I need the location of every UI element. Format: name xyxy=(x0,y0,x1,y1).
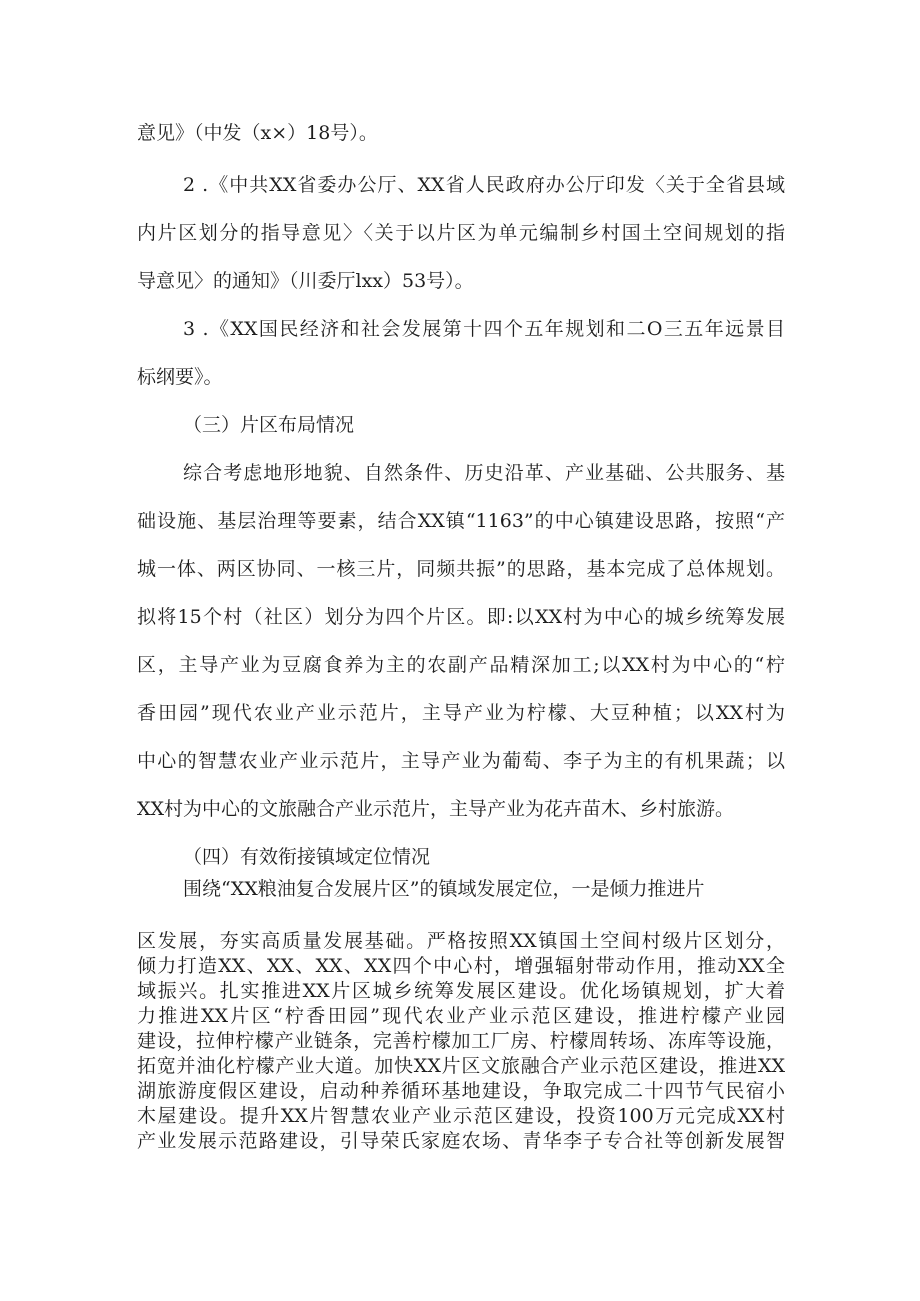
text-line: 内片区划分的指导意见〉〈关于以片区为单元编制乡村国土空间规划的指 xyxy=(137,222,785,244)
text-line: 湖旅游度假区建设，启动种养循环基地建设，争取完成二十四节气民宿小 xyxy=(137,1080,785,1102)
text-line: 建设，拉伸柠檬产业链条，完善柠檬加工厂房、柠檬周转场、冻库等设施， xyxy=(137,1030,785,1052)
text-line: 城一体、两区协同、一核三片，同频共振”的思路，基本完成了总体规划。 xyxy=(137,558,785,580)
text-line: 意见》（中发（x×）18号）。 xyxy=(137,122,378,144)
text-line: 区发展，夯实高质量发展基础。严格按照XX镇国土空间村级片区划分， xyxy=(137,930,785,952)
text-line: 拟将15个村（社区）划分为四个片区。即:以XX村为中心的城乡统筹发展 xyxy=(137,606,785,628)
text-line: 围绕“XX粮油复合发展片区”的镇域发展定位，一是倾力推进片 xyxy=(183,878,705,900)
text-line: 倾力打造XX、XX、XX、XX四个中心村，增强辐射带动作用，推动XX全 xyxy=(137,955,785,977)
text-line: 产业发展示范路建设，引导荣氏家庭农场、青华李子专合社等创新发展智 xyxy=(137,1130,785,1152)
text-line: 综合考虑地形地貌、自然条件、历史沿革、产业基础、公共服务、基 xyxy=(183,462,785,484)
text-line: 中心的智慧农业产业示范片，主导产业为葡萄、李子为主的有机果蔬；以 xyxy=(137,750,785,772)
list-item-3: 3 .《XX国民经济和社会发展第十四个五年规划和二O三五年远景目 xyxy=(183,318,785,340)
text-line: 域振兴。扎实推进XX片区城乡统筹发展区建设。优化场镇规划，扩大着 xyxy=(137,980,785,1002)
section-heading-4: （四）有效衔接镇域定位情况 xyxy=(183,846,431,868)
text-line: XX村为中心的文旅融合产业示范片，主导产业为花卉苗木、乡村旅游。 xyxy=(137,798,735,820)
text-line: 香田园”现代农业产业示范片，主导产业为柠檬、大豆种植；以XX村为 xyxy=(137,702,785,724)
text-line: 力推进XX片区“柠香田园”现代农业产业示范区建设，推进柠檬产业园 xyxy=(137,1005,785,1027)
text-line: 区，主导产业为豆腐食养为主的农副产品精深加工;以XX村为中心的“柠 xyxy=(137,654,785,676)
list-item-2: 2 .《中共XX省委办公厅、XX省人民政府办公厅印发〈关于全省县域 xyxy=(183,174,785,196)
text-line: 标纲要》。 xyxy=(137,366,223,388)
text-line: 木屋建设。提升XX片智慧农业产业示范区建设，投资100万元完成XX村 xyxy=(137,1105,785,1127)
section-heading-3: （三）片区布局情况 xyxy=(183,414,355,436)
text-line: 导意见〉的通知》（川委厅lxx）53号）。 xyxy=(137,270,474,292)
text-line: 拓宽并油化柠檬产业大道。加快XX片区文旅融合产业示范区建设，推进XX xyxy=(137,1055,785,1077)
text-line: 础设施、基层治理等要素，结合XX镇“1163”的中心镇建设思路，按照“产 xyxy=(137,510,785,532)
